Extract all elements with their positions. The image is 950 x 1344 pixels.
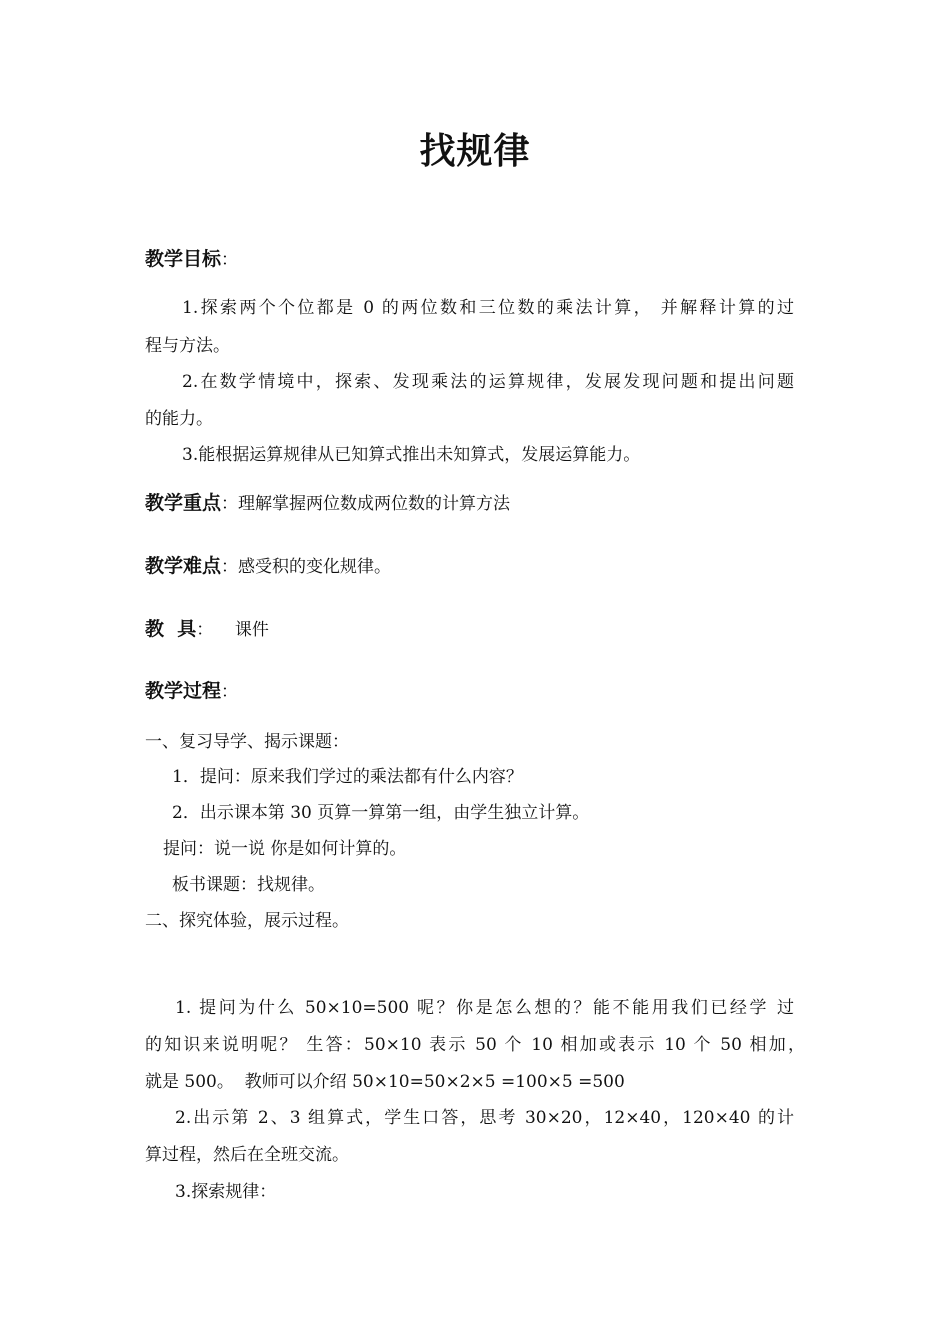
objectives-heading bbox=[145, 246, 238, 273]
tools bbox=[145, 616, 269, 643]
section-1-line-3: 提问：说一说 你是如何计算的。 bbox=[163, 839, 407, 859]
objectives-heading-colon: ： bbox=[221, 250, 239, 270]
process-heading bbox=[145, 678, 238, 705]
process-heading-colon: ： bbox=[221, 682, 239, 702]
objectives-heading-label: 教学目标 bbox=[145, 248, 222, 270]
section-1-line-1: 1．提问：原来我们学过的乘法都有什么内容？ bbox=[172, 767, 523, 787]
section-2-p2-line-2: 算过程，然后在全班交流。 bbox=[145, 1145, 349, 1165]
tools-value: ： 课件 bbox=[196, 620, 269, 640]
section-2-title: 二、探究体验，展示过程。 bbox=[145, 911, 349, 931]
difficulty bbox=[145, 553, 391, 580]
key-point bbox=[145, 490, 510, 517]
objective-3-line-1: 3.能根据运算规律从已知算式推出未知算式，发展运算能力。 bbox=[182, 445, 641, 465]
tools-label: 教 具 bbox=[145, 618, 197, 640]
section-2-p3: 3.探索规律： bbox=[175, 1182, 277, 1202]
process-heading-label: 教学过程 bbox=[145, 680, 222, 702]
key-point-label: 教学重点 bbox=[145, 492, 222, 514]
objective-1-line-2: 程与方法。 bbox=[145, 336, 230, 356]
difficulty-value: ：感受积的变化规律。 bbox=[221, 557, 392, 577]
objective-2-line-2: 的能力。 bbox=[145, 409, 213, 429]
section-2-p1-line-1: 1. 提问为什么 50×10=500 呢？你是怎么想的？能不能用我们已经学 过 bbox=[175, 998, 794, 1018]
section-1-line-4: 板书课题：找规律。 bbox=[172, 875, 325, 895]
difficulty-label: 教学难点 bbox=[145, 555, 222, 577]
objective-1-line-1: 1.探索两个个位都是 0 的两位数和三位数的乘法计算， 并解释计算的过 bbox=[182, 298, 794, 318]
section-2-p2-line-1: 2.出示第 2、3 组算式，学生口答，思考 30×20，12×40，120×40 的计 bbox=[175, 1108, 794, 1128]
section-2-p1-line-2: 的知识来说明呢？ 生答：50×10 表示 50 个 10 相加或表示 10 个 50 相加， bbox=[145, 1035, 805, 1055]
section-1-title: 一、复习导学、揭示课题： bbox=[145, 732, 349, 752]
document-title: 找规律 bbox=[419, 131, 531, 172]
section-1-line-2: 2．出示课本第 30 页算一算第一组，由学生独立计算。 bbox=[172, 803, 590, 823]
section-2-p1-line-3: 就是 500。 教师可以介绍 50×10=50×2×5 =100×5 =500 bbox=[145, 1072, 625, 1092]
objective-2-line-1: 2.在数学情境中，探索、发现乘法的运算规律，发展发现问题和提出问题 bbox=[182, 372, 794, 392]
key-point-value: ：理解掌握两位数成两位数的计算方法 bbox=[221, 494, 511, 514]
